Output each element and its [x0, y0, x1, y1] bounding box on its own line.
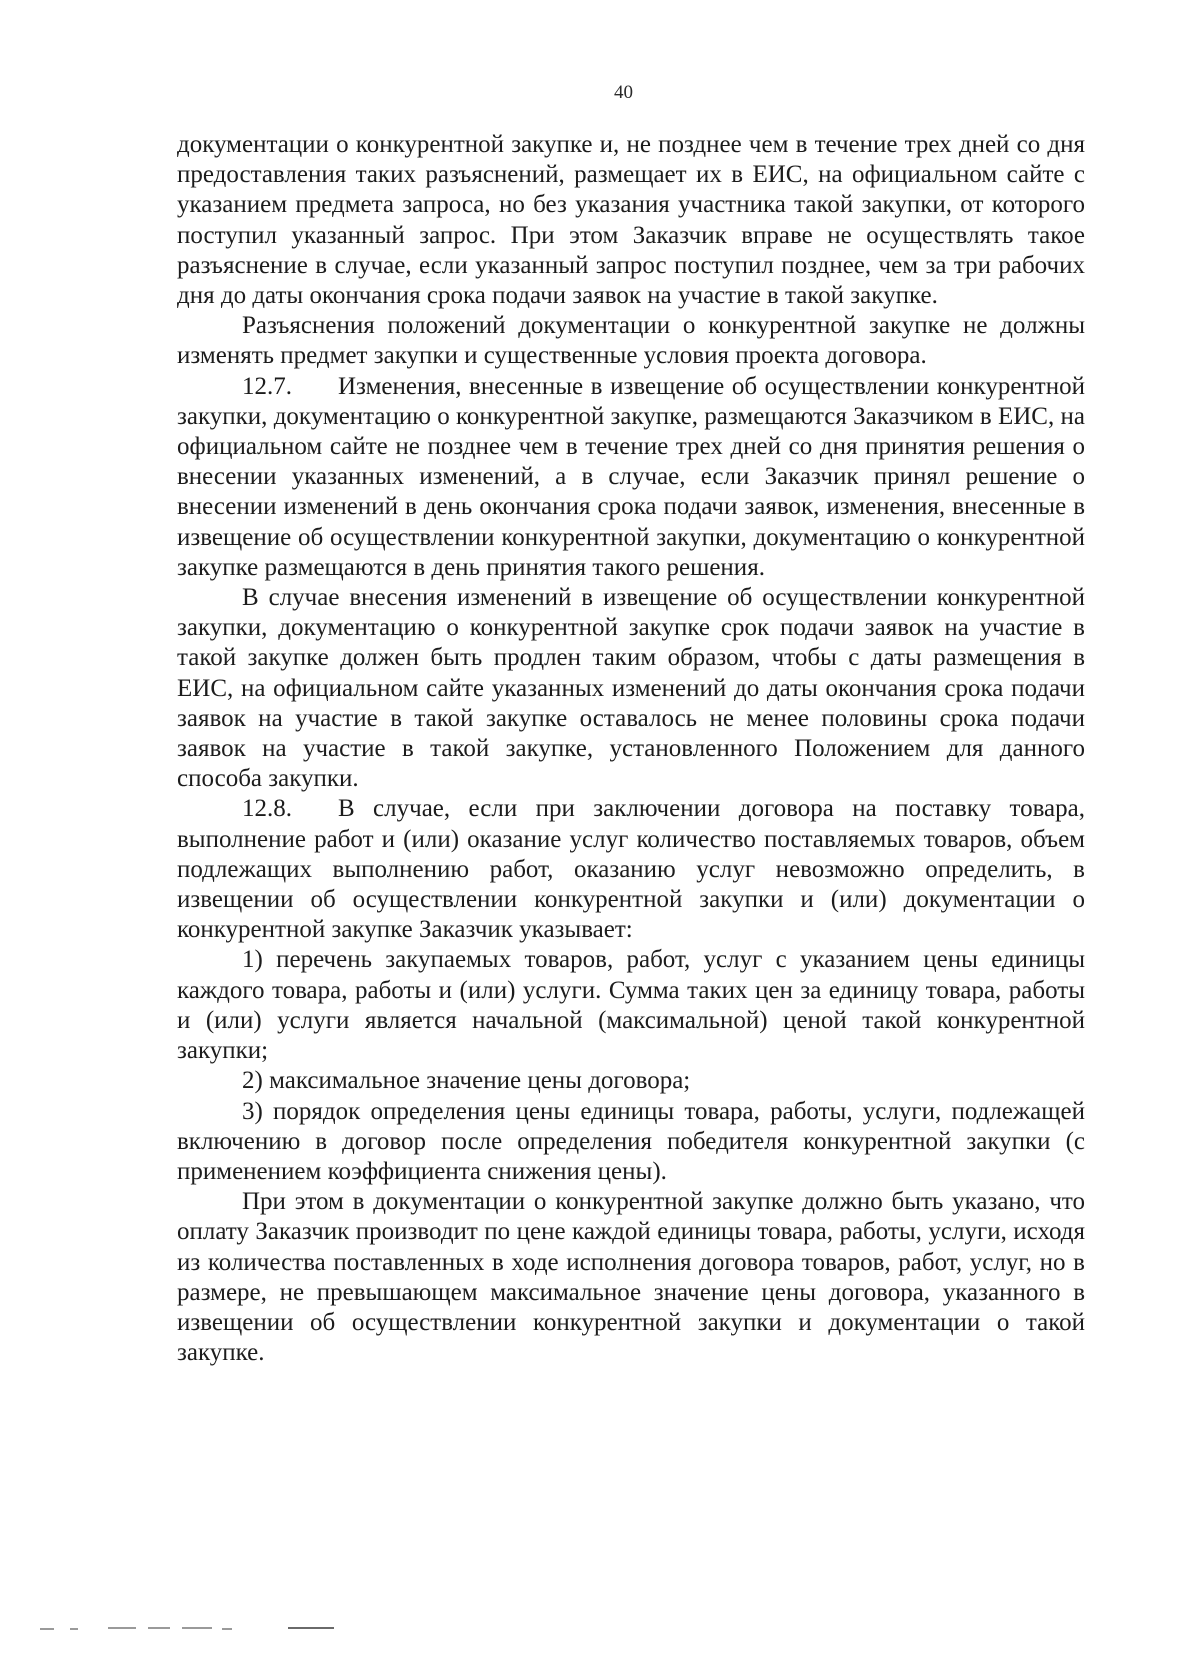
paragraph-text: При этом в документации о конкурентной закупке должно быть указано, что оплату Заказчик производит по цене каждой единицы товара, работы, услуги, исходя из количества поставленных в ходе исполнения договора товаров, работ, услуг, но в размере, не превышающем максимальное значение цены договора, указанного в извещении об осуществлении конкурентной закупки и документации о такой закупке. [177, 1188, 1085, 1367]
clause-number: 12.8. [242, 795, 292, 823]
scan-artifact [222, 1628, 232, 1630]
paragraph-text: Изменения, внесенные в извещение об осуществлении конкурентной закупки, документацию о конкурентной закупке, размещаются Заказчиком в ЕИС, на официальном сайте не позднее чем в течение трех дней со дня принятия решения о внесении указанных изменений, а в случае, если Заказчик принял решение о внесении изменений в день окончания срока подачи заявок, изменения, внесенные в извещение об осуществлении конкурентной закупки, документацию о конкурентной закупке размещаются в день принятия такого решения. [177, 372, 1085, 581]
paragraph-text: 2) максимальное значение цены договора; [242, 1067, 691, 1095]
paragraph-clarification-limits [177, 311, 1085, 371]
paragraph-deadline-extension [177, 583, 1085, 794]
list-item-1 [177, 945, 1085, 1066]
paragraph-clause-12-8 [177, 794, 1085, 945]
document-body [177, 130, 1085, 1368]
paragraph-text: 1) перечень закупаемых товаров, работ, услуг с указанием цены единицы каждого товара, работы и (или) услуги. Сумма таких цен за единицу товара, работы и (или) услуги является начальной (максимальной) ценой такой конкурентной закупки; [177, 946, 1085, 1065]
paragraph-text: документации о конкурентной закупке и, не позднее чем в течение трех дней со дня предоставления таких разъяснений, размещает их в ЕИС, на официальном сайте с указанием предмета запроса, но без указания участника такой закупки, от которого поступил указанный запрос. При этом Заказчик вправе не осуществлять такое разъяснение в случае, если указанный запрос поступил позднее, чем за три рабочих дня до даты окончания срока подачи заявок на участие в такой закупке. [177, 131, 1085, 310]
scan-artifact [182, 1627, 212, 1629]
clause-number: 12.7. [242, 372, 292, 400]
scan-artifact [70, 1628, 78, 1630]
page-number: 40 [614, 82, 633, 103]
paragraph-text: В случае внесения изменений в извещение об осуществлении конкурентной закупки, документацию о конкурентной закупке срок подачи заявок на участие в такой закупке должен быть продлен таким образом, чтобы с даты размещения в ЕИС, на официальном сайте указанных изменений до даты окончания срока подачи заявок на участие в такой закупке оставалось не менее половины срока подачи заявок на участие в такой закупке, установленного Положением для данного способа закупки. [177, 584, 1085, 793]
list-item-3 [177, 1097, 1085, 1188]
scan-artifact [148, 1627, 170, 1629]
paragraph-clause-12-7 [177, 372, 1085, 583]
scan-artifact [108, 1627, 136, 1629]
paragraph-text: В случае, если при заключении договора на поставку товара, выполнение работ и (или) оказание услуг количество поставляемых товаров, объем подлежащих выполнению работ, оказанию услуг невозможно определить, в извещении об осуществлении конкурентной закупки и (или) документации о конкурентной закупке Заказчик указывает: [177, 795, 1085, 944]
paragraph-payment-terms [177, 1187, 1085, 1368]
list-item-2 [177, 1066, 1085, 1096]
scan-artifact [40, 1628, 54, 1630]
paragraph-continuation [177, 130, 1085, 311]
paragraph-text: 3) порядок определения цены единицы товара, работы, услуги, подлежащей включению в договор после определения победителя конкурентной закупки (с применением коэффициента снижения цены). [177, 1097, 1085, 1185]
paragraph-text: Разъяснения положений документации о конкурентной закупке не должны изменять предмет закупки и существенные условия проекта договора. [177, 312, 1085, 370]
scan-artifact [288, 1627, 334, 1629]
